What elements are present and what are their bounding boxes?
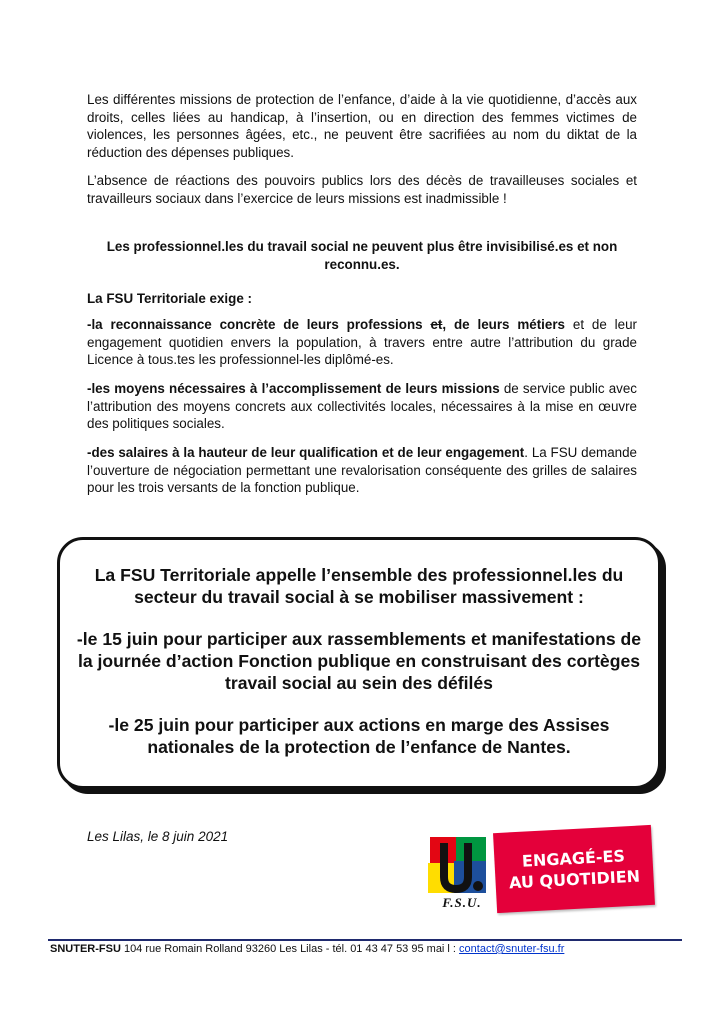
footer-divider (48, 939, 682, 941)
paragraph-missions: Les différentes missions de protection de l’enfance, d’aide à la vie quotidienne, d’accès aux droits, celles liées au handicap, à l’insertion, ou en direction des femmes victimes de violences, les personnes âgées, etc., ne peuvent être sacrifiées au nom du diktat de la réduction des dépenses publiques. (87, 92, 637, 160)
signature-date: Les Lilas, le 8 juin 2021 (87, 829, 229, 844)
demands-heading: La FSU Territoriale exige : (87, 291, 252, 306)
paragraph-invisibilised: Les professionnel.les du travail social ne peuvent plus être invisibilisé.es et non reconnu.es. (106, 239, 618, 272)
mobilisation-callout (57, 537, 661, 789)
footer-org: SNUTER-FSU (50, 943, 121, 955)
demand-means: -les moyens nécessaires à l’accomplissement de leurs missions de service public avec l’attribution des moyens concrets aux collectivités locales, nécessaires à la mise en œuvre des politiques sociales. (87, 381, 637, 432)
engaged-badge (493, 825, 655, 913)
demand-salaries: -des salaires à la hauteur de leur qualification et de leur engagement. La FSU demande l’ouverture de négociation permettant une revalorisation conséquente des grilles de salaires pour les trois versants de la fonction publique. (87, 445, 637, 496)
paragraph-deaths: L’absence de réactions des pouvoirs publics lors des décès de travailleuses sociales et travailleurs sociaux dans l’exercice de leurs missions est inadmissible ! (87, 173, 637, 206)
callout-item-june-25: -le 25 juin pour participer aux actions en marge des Assises nationales de la protection de l’enfance de Nantes. (108, 715, 610, 757)
callout-intro: La FSU Territoriale appelle l’ensemble des professionnel.les du secteur du travail social à se mobiliser massivement : (94, 565, 624, 607)
callout-item-june-15: -le 15 juin pour participer aux rassemblements et manifestations de la journée d’action Fonction publique en construisant des cortèges travail social au sein des défilés (76, 629, 642, 693)
footer-address: 104 rue Romain Rolland 93260 Les Lilas - tél. 01 43 47 53 95 mai l : (120, 943, 460, 955)
footer-email-link[interactable]: contact@snuter-fsu.fr (459, 943, 565, 955)
footer (50, 942, 564, 956)
badge-line-1: ENGAGÉ-ES (521, 846, 626, 871)
fsu-logo-text: F.S.U. (442, 895, 482, 910)
badge-line-2: AU QUOTIDIEN (508, 866, 641, 893)
demand-recognition: -la reconnaissance concrète de leurs professions et, de leurs métiers et de leur engagement quotidien envers la population, à travers entre autre l’attribution du grade Licence à tous.tes les professionnel-les diplômé-es. (87, 317, 638, 368)
